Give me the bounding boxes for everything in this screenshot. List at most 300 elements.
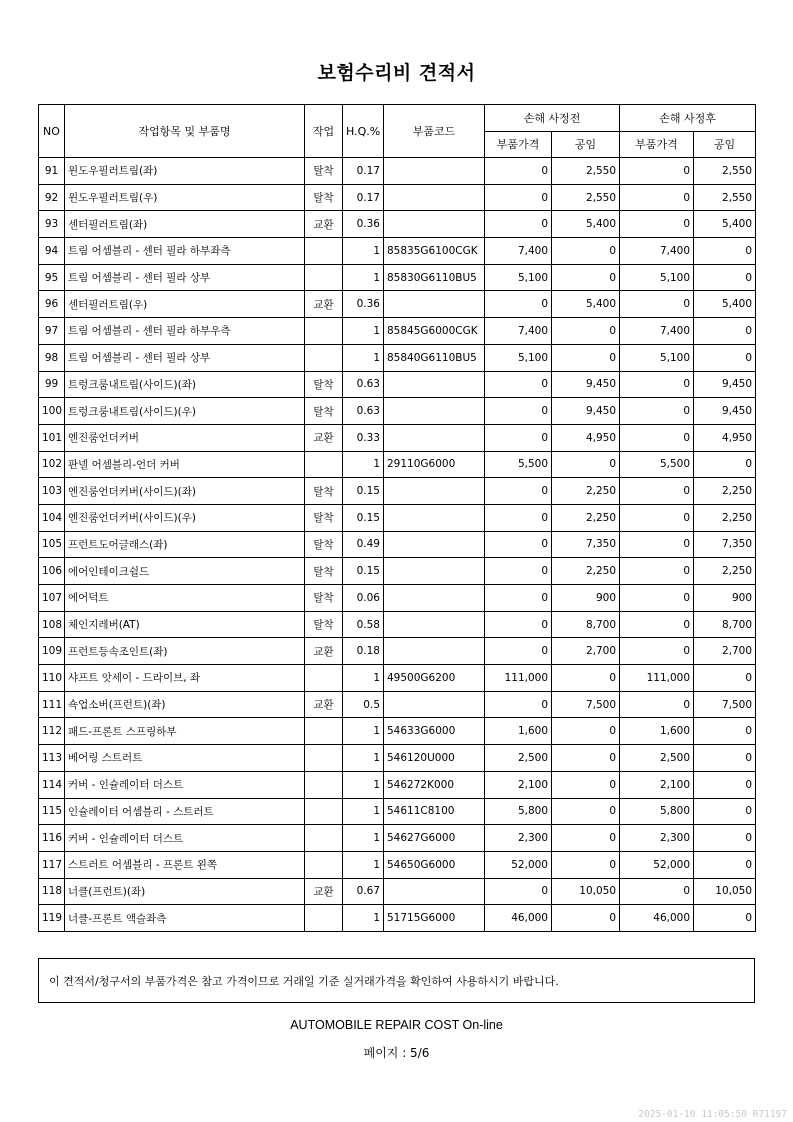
- row-before-part-price: 0: [485, 398, 552, 425]
- row-before-part-price: 0: [485, 184, 552, 211]
- row-after-labor: 2,250: [694, 504, 756, 531]
- row-part-code: [384, 291, 485, 318]
- row-after-part-price: 0: [620, 398, 694, 425]
- table-row: [39, 451, 756, 478]
- row-before-labor: 2,550: [552, 158, 620, 185]
- row-before-labor: 2,700: [552, 638, 620, 665]
- row-before-part-price: 2,300: [485, 825, 552, 852]
- row-before-part-price: 0: [485, 211, 552, 238]
- row-hq: 1: [343, 344, 384, 371]
- table-row: [39, 238, 756, 265]
- row-before-labor: 0: [552, 745, 620, 772]
- row-hq: 0.63: [343, 371, 384, 398]
- row-hq: 1: [343, 745, 384, 772]
- row-after-labor: 10,050: [694, 878, 756, 905]
- row-no: 112: [39, 718, 65, 745]
- row-after-labor: 2,550: [694, 158, 756, 185]
- row-hq: 1: [343, 718, 384, 745]
- row-after-part-price: 0: [620, 158, 694, 185]
- row-hq: 0.18: [343, 638, 384, 665]
- header-part-code: 부품코드: [384, 105, 485, 158]
- row-work-type: 교환: [305, 291, 343, 318]
- row-work-type: [305, 905, 343, 932]
- row-after-part-price: 5,800: [620, 798, 694, 825]
- row-item-name: 트렁크룸내트림(사이드)(좌): [65, 371, 305, 398]
- row-hq: 0.63: [343, 398, 384, 425]
- row-item-name: 너클(프런트)(좌): [65, 878, 305, 905]
- row-part-code: [384, 424, 485, 451]
- header-after-part-price: 부품가격: [620, 131, 694, 158]
- row-no: 105: [39, 531, 65, 558]
- row-work-type: 탈착: [305, 478, 343, 505]
- row-after-labor: 7,350: [694, 531, 756, 558]
- row-item-name: 체인지레버(AT): [65, 611, 305, 638]
- row-after-part-price: 0: [620, 371, 694, 398]
- row-part-code: [384, 184, 485, 211]
- row-item-name: 패드-프론트 스프링하부: [65, 718, 305, 745]
- row-no: 98: [39, 344, 65, 371]
- row-part-code: 54627G6000: [384, 825, 485, 852]
- row-part-code: [384, 158, 485, 185]
- row-after-labor: 0: [694, 238, 756, 265]
- row-work-type: 탈착: [305, 531, 343, 558]
- row-item-name: 커버 - 인슐레이터 더스트: [65, 825, 305, 852]
- row-no: 117: [39, 851, 65, 878]
- row-after-part-price: 5,100: [620, 264, 694, 291]
- row-before-labor: 10,050: [552, 878, 620, 905]
- row-before-labor: 2,250: [552, 504, 620, 531]
- row-no: 103: [39, 478, 65, 505]
- row-hq: 1: [343, 238, 384, 265]
- row-item-name: 인슐레이터 어셈블리 - 스트러트: [65, 798, 305, 825]
- row-no: 119: [39, 905, 65, 932]
- row-no: 109: [39, 638, 65, 665]
- row-hq: 1: [343, 451, 384, 478]
- row-after-part-price: 46,000: [620, 905, 694, 932]
- table-row: [39, 665, 756, 692]
- row-no: 96: [39, 291, 65, 318]
- row-after-part-price: 1,600: [620, 718, 694, 745]
- estimate-table: [38, 104, 756, 932]
- row-item-name: 커버 - 인슐레이터 더스트: [65, 771, 305, 798]
- row-hq: 1: [343, 318, 384, 345]
- estimate-rows: [39, 158, 756, 932]
- row-before-labor: 0: [552, 905, 620, 932]
- row-before-labor: 0: [552, 344, 620, 371]
- row-before-labor: 0: [552, 851, 620, 878]
- row-work-type: 탈착: [305, 184, 343, 211]
- row-item-name: 에어인테이크쉴드: [65, 558, 305, 585]
- row-part-code: 54650G6000: [384, 851, 485, 878]
- row-part-code: [384, 371, 485, 398]
- header-before-adjustment: 손해 사정전: [485, 105, 620, 132]
- row-after-part-price: 111,000: [620, 665, 694, 692]
- row-part-code: [384, 531, 485, 558]
- row-before-part-price: 52,000: [485, 851, 552, 878]
- row-part-code: 49500G6200: [384, 665, 485, 692]
- row-before-part-price: 2,500: [485, 745, 552, 772]
- row-work-type: [305, 238, 343, 265]
- row-item-name: 트림 어셈블리 - 센터 필라 하부좌측: [65, 238, 305, 265]
- row-hq: 1: [343, 264, 384, 291]
- row-item-name: 베어링 스트러트: [65, 745, 305, 772]
- row-no: 116: [39, 825, 65, 852]
- row-part-code: 51715G6000: [384, 905, 485, 932]
- row-before-part-price: 5,800: [485, 798, 552, 825]
- header-before-part-price: 부품가격: [485, 131, 552, 158]
- row-after-labor: 2,700: [694, 638, 756, 665]
- row-item-name: 트림 어셈블리 - 센터 필라 상부: [65, 264, 305, 291]
- row-item-name: 트림 어셈블리 - 센터 필라 상부: [65, 344, 305, 371]
- row-item-name: 엔진룸언더커버(사이드)(좌): [65, 478, 305, 505]
- table-row: [39, 264, 756, 291]
- row-after-part-price: 0: [620, 611, 694, 638]
- row-work-type: 탈착: [305, 611, 343, 638]
- row-before-labor: 5,400: [552, 291, 620, 318]
- row-after-part-price: 0: [620, 585, 694, 612]
- row-item-name: 엔진룸언더커버(사이드)(우): [65, 504, 305, 531]
- row-part-code: 85840G6110BU5: [384, 344, 485, 371]
- row-before-labor: 8,700: [552, 611, 620, 638]
- row-work-type: [305, 718, 343, 745]
- row-after-labor: 0: [694, 905, 756, 932]
- row-after-labor: 0: [694, 318, 756, 345]
- row-after-part-price: 0: [620, 424, 694, 451]
- row-work-type: [305, 318, 343, 345]
- table-row: [39, 318, 756, 345]
- row-after-part-price: 5,100: [620, 344, 694, 371]
- row-before-labor: 2,250: [552, 558, 620, 585]
- row-hq: 0.58: [343, 611, 384, 638]
- row-part-code: [384, 585, 485, 612]
- row-part-code: 29110G6000: [384, 451, 485, 478]
- row-work-type: 탈착: [305, 558, 343, 585]
- row-part-code: 85830G6110BU5: [384, 264, 485, 291]
- row-after-labor: 5,400: [694, 291, 756, 318]
- row-work-type: [305, 798, 343, 825]
- table-row: [39, 905, 756, 932]
- row-item-name: 에어덕트: [65, 585, 305, 612]
- row-hq: 1: [343, 851, 384, 878]
- row-part-code: [384, 638, 485, 665]
- row-hq: 0.06: [343, 585, 384, 612]
- table-row: [39, 398, 756, 425]
- document-title: 보험수리비 견적서: [317, 62, 476, 84]
- row-work-type: 교환: [305, 691, 343, 718]
- row-after-part-price: 0: [620, 531, 694, 558]
- row-after-labor: 9,450: [694, 371, 756, 398]
- row-after-labor: 0: [694, 825, 756, 852]
- row-before-part-price: 0: [485, 611, 552, 638]
- row-no: 93: [39, 211, 65, 238]
- row-part-code: 85835G6100CGK: [384, 238, 485, 265]
- row-before-part-price: 5,100: [485, 264, 552, 291]
- row-item-name: 스트러트 어셈블리 - 프론트 왼쪽: [65, 851, 305, 878]
- header-after-adjustment: 손해 사정후: [620, 105, 756, 132]
- row-no: 100: [39, 398, 65, 425]
- row-before-part-price: 0: [485, 478, 552, 505]
- row-work-type: [305, 851, 343, 878]
- row-hq: 0.67: [343, 878, 384, 905]
- table-row: [39, 211, 756, 238]
- row-work-type: [305, 451, 343, 478]
- table-row: [39, 825, 756, 852]
- row-after-labor: 8,700: [694, 611, 756, 638]
- row-after-labor: 900: [694, 585, 756, 612]
- row-after-labor: 0: [694, 264, 756, 291]
- row-before-part-price: 0: [485, 371, 552, 398]
- row-work-type: 교환: [305, 211, 343, 238]
- row-before-part-price: 0: [485, 504, 552, 531]
- row-before-part-price: 1,600: [485, 718, 552, 745]
- row-part-code: 54633G6000: [384, 718, 485, 745]
- row-hq: 0.15: [343, 478, 384, 505]
- header-after-labor: 공임: [694, 131, 756, 158]
- row-item-name: 엔진룸언더커버: [65, 424, 305, 451]
- row-item-name: 판넬 어셈블리-언더 커버: [65, 451, 305, 478]
- row-before-part-price: 0: [485, 531, 552, 558]
- row-work-type: 교환: [305, 878, 343, 905]
- row-no: 113: [39, 745, 65, 772]
- row-hq: 0.36: [343, 211, 384, 238]
- row-part-code: [384, 478, 485, 505]
- row-hq: 0.49: [343, 531, 384, 558]
- row-no: 97: [39, 318, 65, 345]
- row-no: 94: [39, 238, 65, 265]
- row-no: 95: [39, 264, 65, 291]
- row-after-part-price: 0: [620, 558, 694, 585]
- row-before-labor: 0: [552, 718, 620, 745]
- footer-brand: AUTOMOBILE REPAIR COST On-line: [290, 1018, 503, 1032]
- row-no: 118: [39, 878, 65, 905]
- row-before-part-price: 7,400: [485, 238, 552, 265]
- table-row: [39, 691, 756, 718]
- table-row: [39, 184, 756, 211]
- row-item-name: 너클-프론트 액슬좌측: [65, 905, 305, 932]
- row-before-labor: 4,950: [552, 424, 620, 451]
- row-before-part-price: 0: [485, 585, 552, 612]
- row-work-type: [305, 264, 343, 291]
- row-after-part-price: 7,400: [620, 238, 694, 265]
- header-item: 작업항목 및 부품명: [65, 105, 305, 158]
- row-after-labor: 2,250: [694, 478, 756, 505]
- table-row: [39, 798, 756, 825]
- row-after-labor: 0: [694, 451, 756, 478]
- header-work: 작업: [305, 105, 343, 158]
- row-before-labor: 0: [552, 318, 620, 345]
- row-after-part-price: 2,300: [620, 825, 694, 852]
- row-before-labor: 0: [552, 238, 620, 265]
- row-work-type: [305, 745, 343, 772]
- row-item-name: 트렁크룸내트림(사이드)(우): [65, 398, 305, 425]
- row-after-part-price: 0: [620, 691, 694, 718]
- row-before-part-price: 111,000: [485, 665, 552, 692]
- row-no: 115: [39, 798, 65, 825]
- table-row: [39, 478, 756, 505]
- row-before-part-price: 46,000: [485, 905, 552, 932]
- row-after-labor: 0: [694, 771, 756, 798]
- row-item-name: 센터필러트림(우): [65, 291, 305, 318]
- row-no: 104: [39, 504, 65, 531]
- row-part-code: 546120U000: [384, 745, 485, 772]
- row-after-part-price: 0: [620, 504, 694, 531]
- row-work-type: [305, 665, 343, 692]
- row-before-part-price: 2,100: [485, 771, 552, 798]
- row-work-type: 탈착: [305, 504, 343, 531]
- row-part-code: [384, 504, 485, 531]
- row-part-code: [384, 878, 485, 905]
- row-after-part-price: 2,500: [620, 745, 694, 772]
- row-item-name: 쇽업소버(프런트)(좌): [65, 691, 305, 718]
- row-before-labor: 0: [552, 264, 620, 291]
- header-hq: H.Q.%: [343, 105, 384, 158]
- row-before-part-price: 5,100: [485, 344, 552, 371]
- row-no: 101: [39, 424, 65, 451]
- table-row: [39, 158, 756, 185]
- row-item-name: 트림 어셈블리 - 센터 필라 하부우측: [65, 318, 305, 345]
- row-hq: 1: [343, 798, 384, 825]
- row-no: 102: [39, 451, 65, 478]
- row-after-labor: 5,400: [694, 211, 756, 238]
- row-part-code: [384, 211, 485, 238]
- row-part-code: [384, 558, 485, 585]
- row-after-part-price: 0: [620, 478, 694, 505]
- table-row: [39, 531, 756, 558]
- row-no: 92: [39, 184, 65, 211]
- row-item-name: 센터필러트림(좌): [65, 211, 305, 238]
- row-after-part-price: 0: [620, 878, 694, 905]
- row-hq: 0.33: [343, 424, 384, 451]
- row-no: 114: [39, 771, 65, 798]
- table-row: [39, 424, 756, 451]
- row-work-type: 탈착: [305, 585, 343, 612]
- row-work-type: 교환: [305, 638, 343, 665]
- row-before-labor: 9,450: [552, 398, 620, 425]
- row-hq: 1: [343, 771, 384, 798]
- row-before-labor: 7,500: [552, 691, 620, 718]
- row-before-labor: 9,450: [552, 371, 620, 398]
- row-hq: 0.36: [343, 291, 384, 318]
- row-after-part-price: 52,000: [620, 851, 694, 878]
- row-no: 111: [39, 691, 65, 718]
- row-after-part-price: 7,400: [620, 318, 694, 345]
- row-before-labor: 0: [552, 825, 620, 852]
- row-after-labor: 2,550: [694, 184, 756, 211]
- row-before-part-price: 0: [485, 158, 552, 185]
- print-timestamp: 2025-01-10 11:05:50 R71197: [638, 1109, 787, 1120]
- row-before-part-price: 0: [485, 291, 552, 318]
- row-before-part-price: 7,400: [485, 318, 552, 345]
- row-hq: 0.5: [343, 691, 384, 718]
- table-row: [39, 611, 756, 638]
- row-item-name: 윈도우필러트림(좌): [65, 158, 305, 185]
- table-row: [39, 291, 756, 318]
- row-before-labor: 7,350: [552, 531, 620, 558]
- row-no: 91: [39, 158, 65, 185]
- row-item-name: 윈도우필러트림(우): [65, 184, 305, 211]
- row-hq: 0.15: [343, 504, 384, 531]
- table-row: [39, 771, 756, 798]
- header-no: NO: [39, 105, 65, 158]
- row-before-labor: 2,250: [552, 478, 620, 505]
- row-work-type: 탈착: [305, 398, 343, 425]
- row-part-code: [384, 691, 485, 718]
- row-before-part-price: 5,500: [485, 451, 552, 478]
- row-no: 106: [39, 558, 65, 585]
- row-no: 107: [39, 585, 65, 612]
- row-before-labor: 0: [552, 665, 620, 692]
- row-hq: 0.15: [343, 558, 384, 585]
- header-before-labor: 공임: [552, 131, 620, 158]
- row-item-name: 샤프트 앗세이 - 드라이브, 좌: [65, 665, 305, 692]
- table-row: [39, 585, 756, 612]
- table-row: [39, 344, 756, 371]
- row-after-part-price: 0: [620, 184, 694, 211]
- table-row: [39, 718, 756, 745]
- table-row: [39, 851, 756, 878]
- row-part-code: 85845G6000CGK: [384, 318, 485, 345]
- row-before-part-price: 0: [485, 691, 552, 718]
- row-part-code: [384, 611, 485, 638]
- row-hq: 1: [343, 825, 384, 852]
- row-no: 99: [39, 371, 65, 398]
- row-hq: 1: [343, 905, 384, 932]
- row-work-type: 교환: [305, 424, 343, 451]
- row-before-labor: 2,550: [552, 184, 620, 211]
- notice-text: 이 견적서/청구서의 부품가격은 참고 가격이므로 거래일 기준 실거래가격을 확인하여 사용하시기 바랍니다.: [49, 974, 559, 988]
- row-before-labor: 0: [552, 771, 620, 798]
- row-hq: 1: [343, 665, 384, 692]
- row-part-code: [384, 398, 485, 425]
- row-before-labor: 5,400: [552, 211, 620, 238]
- table-row: [39, 558, 756, 585]
- row-before-labor: 0: [552, 798, 620, 825]
- row-after-labor: 0: [694, 798, 756, 825]
- row-work-type: [305, 344, 343, 371]
- row-before-labor: 900: [552, 585, 620, 612]
- row-after-part-price: 0: [620, 638, 694, 665]
- table-row: [39, 504, 756, 531]
- row-after-part-price: 5,500: [620, 451, 694, 478]
- row-work-type: 탈착: [305, 158, 343, 185]
- row-before-part-price: 0: [485, 558, 552, 585]
- row-before-part-price: 0: [485, 878, 552, 905]
- row-after-labor: 0: [694, 665, 756, 692]
- row-after-labor: 0: [694, 718, 756, 745]
- row-after-part-price: 0: [620, 211, 694, 238]
- row-before-part-price: 0: [485, 424, 552, 451]
- row-no: 110: [39, 665, 65, 692]
- row-item-name: 프런트등속조인트(좌): [65, 638, 305, 665]
- row-no: 108: [39, 611, 65, 638]
- row-work-type: [305, 771, 343, 798]
- row-before-part-price: 0: [485, 638, 552, 665]
- row-hq: 0.17: [343, 184, 384, 211]
- table-row: [39, 745, 756, 772]
- row-after-part-price: 2,100: [620, 771, 694, 798]
- row-after-labor: 2,250: [694, 558, 756, 585]
- row-item-name: 프런트도어글래스(좌): [65, 531, 305, 558]
- row-work-type: [305, 825, 343, 852]
- table-row: [39, 878, 756, 905]
- table-row: [39, 371, 756, 398]
- row-work-type: 탈착: [305, 371, 343, 398]
- row-part-code: 54611C8100: [384, 798, 485, 825]
- page-number: 페이지 : 5/6: [363, 1046, 430, 1060]
- row-after-part-price: 0: [620, 291, 694, 318]
- row-before-labor: 0: [552, 451, 620, 478]
- row-after-labor: 0: [694, 745, 756, 772]
